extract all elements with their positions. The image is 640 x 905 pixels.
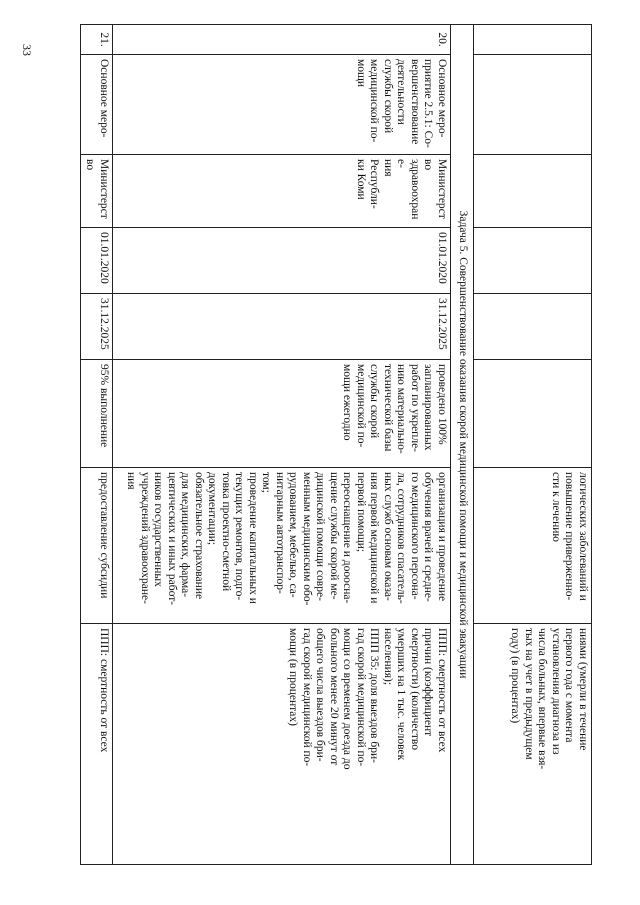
table-row-21 [81,25,113,865]
measures-table [80,24,592,865]
actions-cell: предоставление субсидии [81,468,113,624]
cell-empty [474,25,592,55]
cell-empty [474,228,592,294]
document-table-rotated [68,24,592,864]
indicators-cell: ППП: смертность от всех [81,624,113,865]
event-cell: Основное меро- [81,55,113,155]
cell-empty [474,155,592,228]
result-cell: 95% выполнение [81,360,113,468]
row-number: 20. [113,25,451,55]
end-date-cell: 31.12.2025 [113,294,451,360]
cell-empty [474,55,592,155]
executor-cell: Министерство здравоохране- ния Республи- ки Коми [113,155,451,228]
actions-cell: организация и проведение обучения врачей и средне- го медицинского персона- ла, сотрудников спасатель- ных служб основам оказа- ния первой медицинской и первой помощи; переоснащение и дооосна- щение службы скорой ме- дицинской помощи совре- менным медицинским обо- рудованием, мебелью, са- нитарным автотранспор- том; проведение капитальных и текущих ремонтов, подго- товка проектно-сметной документации; обязательное страхование для медицинских, фарма- цевтических и иных работ- ников государственных учреждений здравоохране- ния [113,468,451,624]
cell-actions-continued: логических заболеваний и повышение приверженно- сти к лечению [474,468,592,624]
executor-cell: Министерство [81,155,113,228]
result-cell: проведено 100% запланированных работ по укрепле- нию материально- технической базы службы скорой медицинской по- мощи ежегодно [113,360,451,468]
row-number: 21. [81,25,113,55]
page-number: 33 [20,44,34,56]
start-date-cell: 01.01.2020 [81,228,113,294]
table-row-continuation [474,25,592,865]
cell-empty [474,360,592,468]
start-date-cell: 01.01.2020 [113,228,451,294]
cell-indicators-continued: ниями (умерли в течение первого года с момента установления диагноза из числа больных, впервые взя- тых на учет в предыдущем году) (в процентах) [474,624,592,865]
task-header-row [451,25,474,865]
cell-empty [474,294,592,360]
table-row-20 [113,25,451,865]
task-header: Задача 5. Совершенствование оказания скорой медицинской помощи и медицинской эвакуации [451,25,474,865]
end-date-cell: 31.12.2025 [81,294,113,360]
indicators-cell: ППП: смертность от всех причин (коэффициент смертности) (количество умерших на 1 тыс. человек населения); ППП 35: доля выездов бри- гад скорой медицинской по- мощи со временем доезда до больного менее 20 минут от общего числа выездов бри- гад скорой медицинской по- мощи (в процентах) [113,624,451,865]
event-cell: Основное меро- приятие 2.5.1: Со- вершенствование деятельности службы скорой медицинской по- мощи [113,55,451,155]
